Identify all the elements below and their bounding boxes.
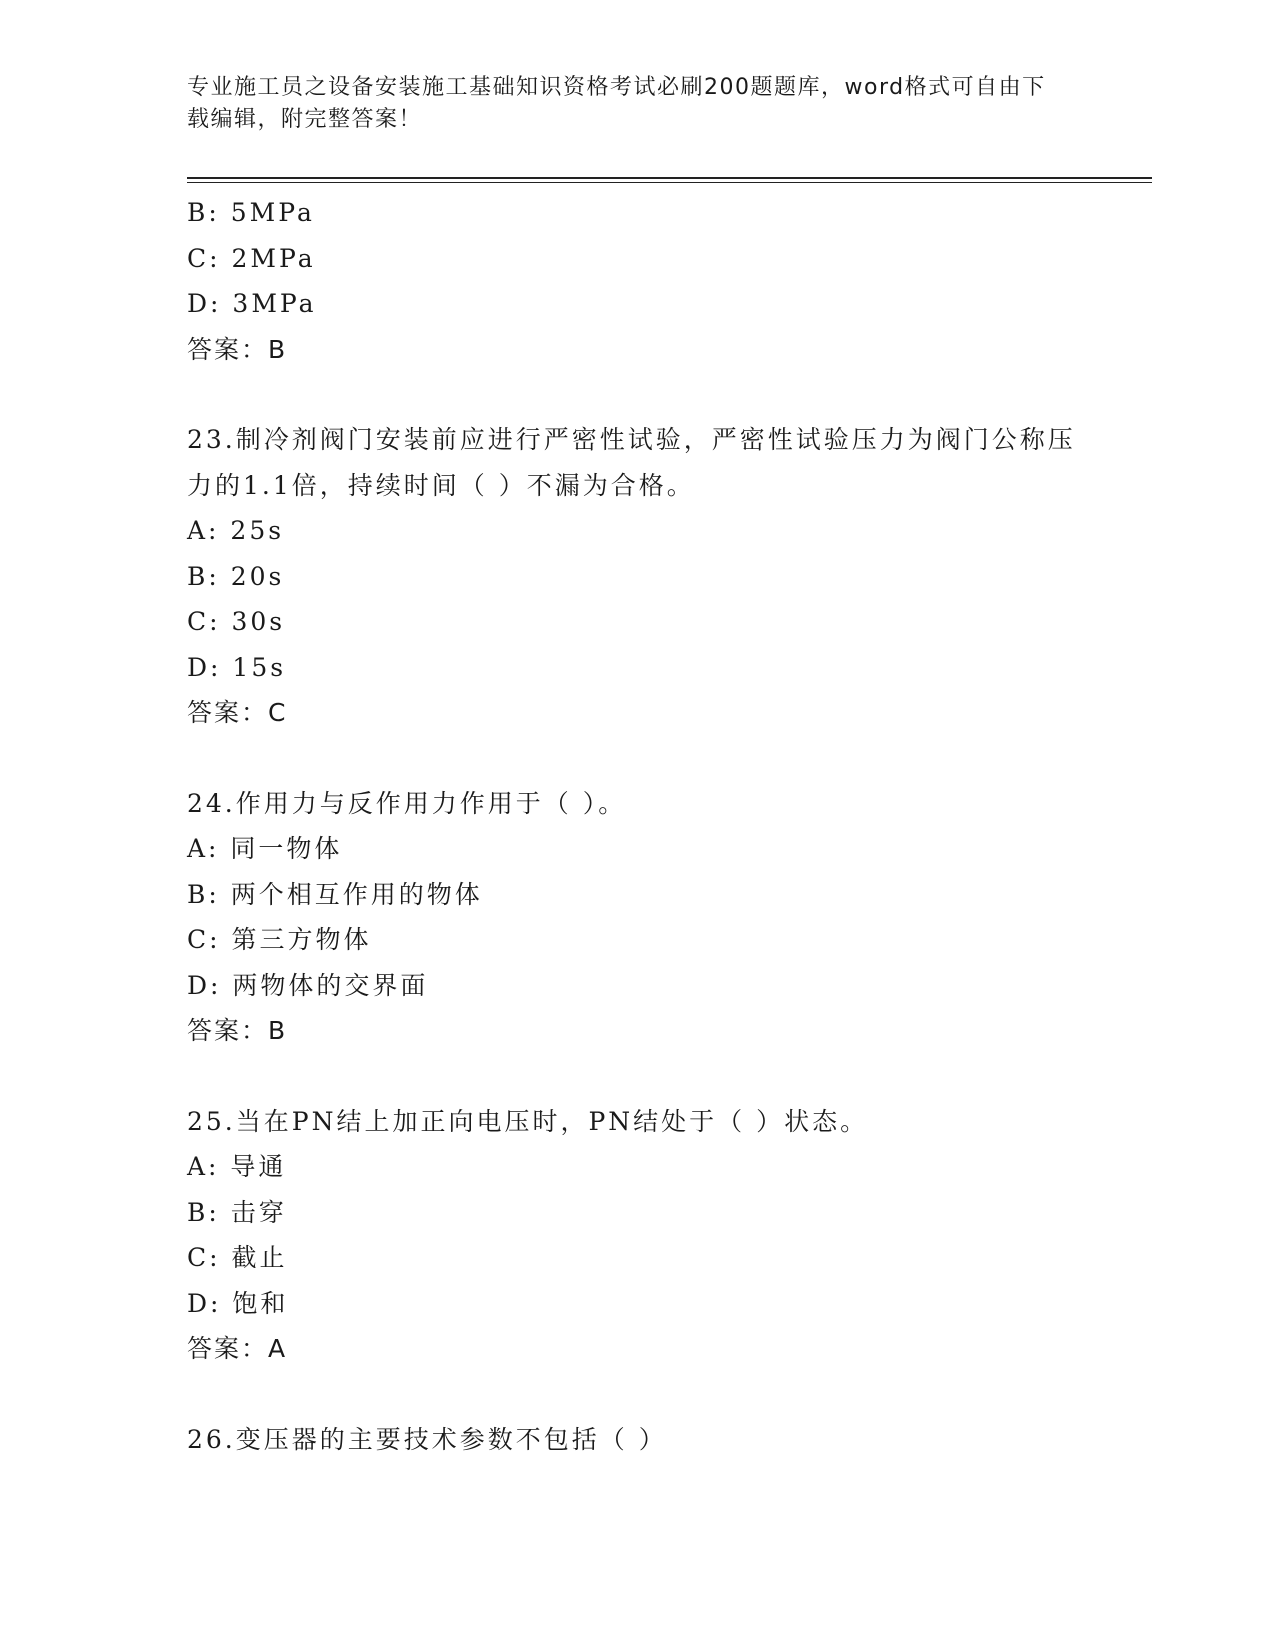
option-d: D: 饱和 [187,1288,289,1318]
question-25 [187,1099,1087,1372]
answer-line: 答案：C [187,698,288,727]
option-a: A: 25s [187,516,285,545]
question-text: 26.变压器的主要技术参数不包括（ ） [187,1424,667,1454]
question-24 [187,781,1087,1054]
question-text: 25.当在PN结上加正向电压时，PN结处于（ ）状态。 [187,1106,869,1136]
question-23 [187,417,1087,736]
header-divider-thin [187,182,1152,183]
question-26 [187,1417,1087,1463]
option-c: C: 2MPa [187,243,316,273]
option-d: D: 15s [187,652,287,682]
answer-line: 答案：B [187,1016,288,1045]
option-b: B: 两个相互作用的物体 [187,879,483,909]
option-d: D: 两物体的交界面 [187,970,429,1000]
option-a: A: 导通 [187,1152,287,1181]
option-d: D: 3MPa [187,289,317,318]
answer-line: 答案：A [187,1334,288,1363]
question-text: 24.作用力与反作用力作用于（ ）。 [187,788,627,818]
option-c: C: 第三方物体 [187,925,372,954]
document-header: 专业施工员之设备安装施工基础知识资格考试必刷200题题库，word格式可自由下载编辑，附完整答案！ [187,75,1046,132]
option-b: B: 击穿 [187,1197,287,1227]
answer-line: 答案：B [187,334,288,364]
question-text: 23.制冷剂阀门安装前应进行严密性试验，严密性试验压力为阀门公称压力的1.1倍，持续时间（ ）不漏为合格。 [187,425,1076,500]
option-b: B: 5MPa [187,198,315,227]
question-list [187,190,1087,1462]
option-c: C: 30s [187,607,286,636]
header-divider-thick [187,177,1152,179]
option-a: A: 同一物体 [187,834,343,863]
option-c: C: 截止 [187,1243,288,1272]
previous-question [187,190,1087,372]
option-b: B: 20s [187,561,285,591]
